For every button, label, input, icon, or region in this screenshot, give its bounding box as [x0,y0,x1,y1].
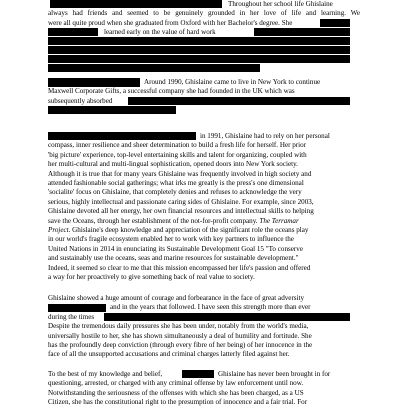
redaction-bar [48,304,106,312]
redaction-bar [48,64,260,72]
redaction-bar [48,46,350,54]
text-line: subsequently absorbed [48,96,113,105]
text-line: United Nations in 2014 in enunciating its Sustainable Development Goal 15 "To conserve [48,244,303,253]
redaction-bar [48,37,350,45]
text-line: serious, highly intellectual and passionate caring sides of Ghislaine. For example, since 2003, [48,197,314,206]
text-line: and sustainably use the oceans, seas and marine resources for sustainable development." [48,254,299,263]
redaction-bar [128,97,350,105]
text-line: compass, inner resilience and sheer determination to build a fresh life for herself. Her prior [48,141,307,150]
redaction-bar [320,19,350,27]
text-line: questioning, arrested, or charged with any criminal offense by law enforcement until now. [48,379,304,388]
text-line: universally hostile to her, she has shown simultaneously a deal of humility and fortitude. She [48,331,312,340]
text-line: Throughout her school life Ghislaine [228,0,333,8]
text-line [48,217,299,226]
redaction-bar [48,132,196,140]
text-line: Maxwell Corporate Gifts, a successful company she had founded in the UK which was [48,87,295,96]
letter-page [48,0,360,407]
text-line: attended fashionable social gatherings; what irks me greatly is the press's one dimensional [48,179,304,187]
text-line: Ghislaine has never been brought in for [218,370,331,378]
text-span: save the Oceans, through her establishment of the not-for-profit company. [48,216,258,225]
text-line: always had friends and seemed to be genuinely grounded in her love of life and learning. We [48,9,360,18]
text-line: were all quite proud when she graduated from Oxford with her Bachelor's degree. She [48,18,293,27]
text-line: 'socialite' focus on Ghislaine, that completely denies and refuses to acknowledge the very [48,188,302,197]
text-line: learned early on the value of hard work [104,28,216,37]
text-line: Indeed, it seemed so clear to me that this mission encompassed her life's passion and offered [48,263,311,272]
text-line: Although it is true that for many years Ghislaine was frequently involved in high society and [48,169,312,178]
text-line: in 1991, Ghislaine had to rely on her personal [200,132,330,140]
redaction-bar [48,106,176,114]
redaction-bar [48,55,350,63]
text-line [48,226,308,235]
text-span: Ghislaine's deep knowledge and appreciation of the significant role the oceans play [72,226,309,234]
text-line: 'big picture' experience, top-level entertaining skills and talent for organizing, coupled with [48,150,307,159]
redaction-bar [182,370,214,378]
text-line: Citizen, she has the constitutional right to the presumption of innocence and a fair trial. For [48,398,308,407]
text-line: Notwithstanding the seriousness of the offenses with which she has been charged, as a US [48,388,304,397]
text-line: her multi-cultural and multi-lingual sophistication, opened doors into New York society. [48,160,298,169]
text-line: and in the years that followed. I have seen this strength more than ever [110,303,311,312]
text-line: has the profoundly deep conviction (through every fibre of her being) of her innocence in the [48,341,313,349]
text-line: face of all the unsupported accusations and criminal charges latterly filed against her. [48,350,290,359]
text-line: To the best of my knowledge and belief, [48,370,163,378]
redaction-bar [48,78,140,87]
text-line: Ghislaine showed a huge amount of courage and forbearance in the face of great adversity [48,294,305,302]
text-line: a way for her proactively to give something back of real value to society. [48,273,255,281]
text-line: Despite the tremendous daily pressures she has been under, notably from the world's media, [48,322,309,331]
text-line: during the times [48,312,95,321]
text-line: in our world's fragile ecosystem enabled her to work with key partners to influence the [48,235,294,244]
redaction-bar [254,28,350,36]
project-name-italic: The Terramar [259,216,299,225]
project-name-italic: Project. [48,226,71,234]
redaction-bar [104,313,350,321]
redaction-bar [48,28,98,36]
redaction-bar [50,0,222,8]
text-line: Around 1990, Ghislaine came to live in New York to continue [144,78,321,86]
text-line: Ghislaine devoted all her energy, her own financial resources and intellectual skills to helping [48,207,314,216]
